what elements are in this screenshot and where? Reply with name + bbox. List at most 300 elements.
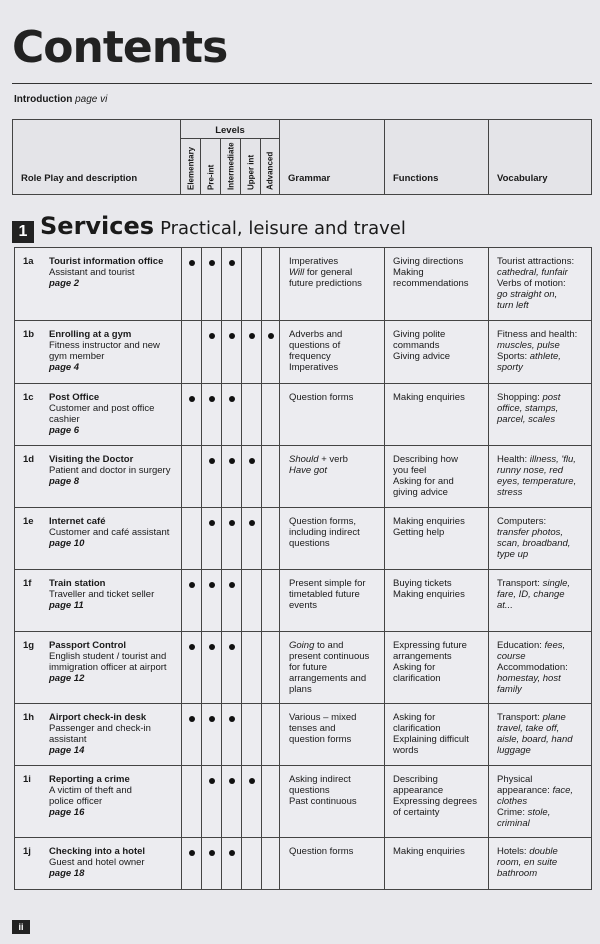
grammar-text: timetabled future <box>289 589 360 600</box>
level-cell <box>202 632 222 703</box>
functions-line <box>393 796 482 807</box>
vocabulary-text: go straight on, <box>497 289 558 300</box>
functions-text: commands <box>393 340 440 351</box>
role-code: 1j <box>23 846 31 857</box>
functions-line <box>393 392 482 403</box>
role-heading <box>23 454 175 465</box>
role-heading <box>23 516 175 527</box>
intro-page: page vi <box>75 94 108 105</box>
level-cell <box>262 446 280 507</box>
vocabulary-line <box>497 465 585 476</box>
role-heading <box>23 392 175 403</box>
functions-line <box>393 351 482 362</box>
role-description: cashier <box>49 414 80 425</box>
role-heading <box>23 774 175 785</box>
level-cell <box>182 321 202 383</box>
vocabulary-text: fare, ID, change <box>497 589 565 600</box>
level-cell <box>182 838 202 889</box>
functions-cell <box>385 838 489 889</box>
level-cell <box>222 321 242 383</box>
vocabulary-text: eyes, temperature, <box>497 476 577 487</box>
header-grammar: Grammar <box>280 120 385 194</box>
level-upper-int: Upper int <box>241 138 261 194</box>
level-elementary: Elementary <box>181 138 201 194</box>
level-cell <box>182 766 202 837</box>
vocabulary-text: Transport: <box>497 712 543 723</box>
level-cell <box>242 248 262 320</box>
role-page: page 8 <box>49 476 80 487</box>
section-name: Services <box>40 212 155 240</box>
vocabulary-text: appearance: <box>497 785 553 796</box>
role-heading <box>23 329 175 340</box>
role-cell <box>15 321 182 383</box>
grammar-line <box>289 256 378 267</box>
vocabulary-text: Accommodation: <box>497 662 568 673</box>
header-functions: Functions <box>385 120 489 194</box>
vocabulary-line <box>497 414 585 425</box>
vocabulary-cell <box>489 248 591 320</box>
vocabulary-line <box>497 651 585 662</box>
table-row <box>15 445 591 507</box>
functions-line <box>393 640 482 651</box>
grammar-line <box>289 392 378 403</box>
vocabulary-line <box>497 818 585 829</box>
role-code: 1c <box>23 392 34 403</box>
role-description: Assistant and tourist <box>49 267 135 278</box>
grammar-text: Have got <box>289 465 328 476</box>
level-cell <box>202 766 222 837</box>
level-dot <box>229 644 235 650</box>
role-heading <box>23 256 175 267</box>
level-dot <box>229 260 235 266</box>
grammar-text: Various – mixed <box>289 712 357 723</box>
grammar-cell <box>281 632 385 703</box>
vocabulary-line <box>497 846 585 857</box>
grammar-line <box>289 538 378 549</box>
grammar-line <box>289 662 378 673</box>
vocabulary-text-rest: post <box>542 392 561 403</box>
functions-line <box>393 723 482 734</box>
vocabulary-text: Hotels: <box>497 846 530 857</box>
functions-line <box>393 846 482 857</box>
level-dot <box>189 396 195 402</box>
functions-text: Giving advice <box>393 351 451 362</box>
vocabulary-text: office, stamps, <box>497 403 559 414</box>
level-cell <box>262 766 280 837</box>
grammar-text: questions <box>289 785 330 796</box>
level-cell <box>222 704 242 765</box>
vocabulary-line <box>497 538 585 549</box>
role-title: Checking into a hotel <box>49 846 146 857</box>
vocabulary-text: bathroom <box>497 868 538 879</box>
grammar-cell <box>281 321 385 383</box>
vocabulary-line <box>497 527 585 538</box>
functions-text: Making enquiries <box>393 589 465 600</box>
level-cell <box>182 384 202 445</box>
functions-text: recommendations <box>393 278 469 289</box>
vocabulary-line <box>497 392 585 403</box>
role-heading <box>23 846 175 857</box>
contents-header <box>12 119 592 195</box>
functions-line <box>393 774 482 785</box>
vocabulary-line <box>497 723 585 734</box>
vocabulary-line <box>497 289 585 300</box>
level-cell <box>182 632 202 703</box>
role-page: page 12 <box>49 673 85 684</box>
grammar-line <box>289 589 378 600</box>
level-dot <box>229 716 235 722</box>
grammar-line <box>289 454 378 465</box>
functions-text: clarification <box>393 673 441 684</box>
intro-label: Introduction <box>14 94 73 105</box>
level-cell <box>262 838 280 889</box>
vocabulary-text-rest: face, <box>552 785 574 796</box>
vocabulary-text: travel, take off, <box>497 723 560 734</box>
role-page: page 16 <box>49 807 85 818</box>
functions-text: of certainty <box>393 807 440 818</box>
functions-line <box>393 589 482 600</box>
vocabulary-text-rest: fees, <box>544 640 566 651</box>
vocabulary-line <box>497 662 585 673</box>
level-dot <box>209 520 215 526</box>
role-code: 1a <box>23 256 34 267</box>
vocabulary-cell <box>489 766 591 837</box>
role-description: Traveller and ticket seller <box>49 589 155 600</box>
vocabulary-line <box>497 351 585 362</box>
vocabulary-line <box>497 745 585 756</box>
functions-cell <box>385 248 489 320</box>
vocabulary-text: turn left <box>497 300 529 311</box>
vocabulary-line <box>497 868 585 879</box>
level-cell <box>202 248 222 320</box>
vocabulary-line <box>497 362 585 373</box>
vocabulary-line <box>497 549 585 560</box>
grammar-line <box>289 785 378 796</box>
functions-line <box>393 454 482 465</box>
vocabulary-text-rest: single, <box>542 578 571 589</box>
level-cell <box>182 704 202 765</box>
vocabulary-text-rest: stole, <box>527 807 551 818</box>
functions-line <box>393 267 482 278</box>
functions-text: Explaining difficult <box>393 734 469 745</box>
vocabulary-text: at... <box>497 600 513 611</box>
vocabulary-line <box>497 454 585 465</box>
functions-text: words <box>393 745 419 756</box>
header-levels <box>181 120 280 194</box>
level-cell <box>202 321 222 383</box>
grammar-line <box>289 516 378 527</box>
vocabulary-cell <box>489 570 591 631</box>
grammar-line <box>289 684 378 695</box>
section-number: 1 <box>12 221 34 243</box>
grammar-text: question forms <box>289 734 352 745</box>
role-page: page 6 <box>49 425 80 436</box>
functions-line <box>393 516 482 527</box>
grammar-text: present continuous <box>289 651 370 662</box>
vocabulary-line <box>497 403 585 414</box>
role-cell <box>15 838 182 889</box>
role-page: page 18 <box>49 868 85 879</box>
grammar-cell <box>281 570 385 631</box>
page-title: Contents <box>12 22 228 73</box>
functions-line <box>393 807 482 818</box>
vocabulary-line <box>497 516 585 527</box>
level-cell <box>202 704 222 765</box>
level-dot <box>209 458 215 464</box>
functions-text: Describing <box>393 774 438 785</box>
grammar-line <box>289 527 378 538</box>
table-row <box>15 507 591 569</box>
grammar-text: plans <box>289 684 312 695</box>
vocabulary-line <box>497 300 585 311</box>
level-cell <box>242 321 262 383</box>
level-cell <box>202 838 222 889</box>
grammar-text: Question forms, <box>289 516 357 527</box>
role-page: page 4 <box>49 362 80 373</box>
level-dot <box>209 333 215 339</box>
vocabulary-text: family <box>497 684 522 695</box>
functions-text: giving advice <box>393 487 448 498</box>
functions-line <box>393 745 482 756</box>
grammar-line <box>289 340 378 351</box>
vocabulary-text: runny nose, red <box>497 465 564 476</box>
grammar-text: Will <box>289 267 305 278</box>
level-dot <box>209 716 215 722</box>
level-dot <box>189 260 195 266</box>
grammar-text: Adverbs and <box>289 329 343 340</box>
level-pre-int: Pre-int <box>201 138 221 194</box>
grammar-line <box>289 465 378 476</box>
level-dot <box>249 520 255 526</box>
vocabulary-line <box>497 256 585 267</box>
role-description: Passenger and check-in <box>49 723 151 734</box>
functions-cell <box>385 321 489 383</box>
title-rule <box>12 83 592 84</box>
role-description: assistant <box>49 734 87 745</box>
grammar-text: Imperatives <box>289 256 339 267</box>
vocabulary-text: Sports: <box>497 351 530 362</box>
level-cell <box>222 508 242 569</box>
functions-line <box>393 487 482 498</box>
level-cell <box>242 704 262 765</box>
grammar-text: Question forms <box>289 392 354 403</box>
level-cell <box>202 446 222 507</box>
functions-text: Making <box>393 267 424 278</box>
vocabulary-text: Shopping: <box>497 392 543 403</box>
functions-text: Giving polite <box>393 329 446 340</box>
functions-line <box>393 673 482 684</box>
level-cell <box>222 632 242 703</box>
vocabulary-text: criminal <box>497 818 530 829</box>
level-cell <box>262 632 280 703</box>
table-row <box>15 837 591 889</box>
functions-text: Asking for and <box>393 476 454 487</box>
level-dot <box>189 644 195 650</box>
functions-cell <box>385 508 489 569</box>
role-description: Customer and café assistant <box>49 527 170 538</box>
grammar-line <box>289 673 378 684</box>
level-intermediate: Intermediate <box>221 138 241 194</box>
vocabulary-text: parcel, scales <box>497 414 556 425</box>
functions-line <box>393 278 482 289</box>
level-cell <box>222 838 242 889</box>
vocabulary-text: Fitness and health: <box>497 329 578 340</box>
header-vocabulary: Vocabulary <box>497 173 548 184</box>
vocabulary-text: Crime: <box>497 807 528 818</box>
vocabulary-text: room, en suite <box>497 857 558 868</box>
grammar-cell <box>281 508 385 569</box>
level-dot <box>249 778 255 784</box>
functions-line <box>393 712 482 723</box>
grammar-text: Imperatives <box>289 362 339 373</box>
functions-text: appearance <box>393 785 444 796</box>
level-cell <box>222 570 242 631</box>
role-page: page 10 <box>49 538 85 549</box>
vocabulary-text: Computers: <box>497 516 547 527</box>
functions-text: Expressing future <box>393 640 467 651</box>
section-heading <box>12 212 406 241</box>
level-cell <box>242 384 262 445</box>
grammar-text: arrangements and <box>289 673 367 684</box>
level-dot <box>229 850 235 856</box>
level-cell <box>262 321 280 383</box>
vocabulary-text: scan, broadband, <box>497 538 571 549</box>
level-cell <box>202 384 222 445</box>
level-cell <box>202 570 222 631</box>
role-cell <box>15 446 182 507</box>
vocabulary-text: muscles, pulse <box>497 340 560 351</box>
introduction-line <box>14 94 107 105</box>
functions-cell <box>385 704 489 765</box>
role-code: 1i <box>23 774 31 785</box>
functions-text: Making enquiries <box>393 846 465 857</box>
grammar-text-rest: for general <box>304 267 353 278</box>
vocabulary-cell <box>489 321 591 383</box>
functions-text: Making enquiries <box>393 516 465 527</box>
vocabulary-text-rest: double <box>529 846 558 857</box>
role-code: 1f <box>23 578 32 589</box>
level-cell <box>182 248 202 320</box>
vocabulary-line <box>497 487 585 498</box>
vocabulary-cell <box>489 704 591 765</box>
functions-cell <box>385 384 489 445</box>
level-cell <box>222 766 242 837</box>
vocabulary-text: aisle, board, hand <box>497 734 573 745</box>
role-title: Passport Control <box>49 640 127 651</box>
role-title: Internet café <box>49 516 106 527</box>
grammar-line <box>289 267 378 278</box>
functions-cell <box>385 632 489 703</box>
grammar-text-rest: + verb <box>318 454 348 465</box>
vocabulary-text: type up <box>497 549 529 560</box>
vocabulary-line <box>497 807 585 818</box>
functions-line <box>393 476 482 487</box>
vocabulary-line <box>497 712 585 723</box>
role-description: Patient and doctor in surgery <box>49 465 171 476</box>
grammar-line <box>289 712 378 723</box>
level-dot <box>249 458 255 464</box>
table-row <box>15 248 591 320</box>
header-role: Role Play and description <box>13 120 181 194</box>
vocabulary-line <box>497 340 585 351</box>
level-cell <box>182 446 202 507</box>
section-subtitle: Practical, leisure and travel <box>160 218 406 239</box>
vocabulary-line <box>497 796 585 807</box>
vocabulary-text-rest: athlete, <box>529 351 561 362</box>
role-description: Guest and hotel owner <box>49 857 145 868</box>
role-cell <box>15 508 182 569</box>
vocabulary-cell <box>489 446 591 507</box>
grammar-cell <box>281 384 385 445</box>
level-cell <box>242 446 262 507</box>
role-description: gym member <box>49 351 105 362</box>
level-cell <box>242 838 262 889</box>
table-row <box>15 569 591 631</box>
level-cell <box>262 384 280 445</box>
role-description: A victim of theft and <box>49 785 132 796</box>
grammar-line <box>289 734 378 745</box>
levels-title: Levels <box>215 125 245 136</box>
grammar-line <box>289 846 378 857</box>
level-cell <box>262 570 280 631</box>
vocabulary-text: Education: <box>497 640 545 651</box>
functions-line <box>393 465 482 476</box>
functions-line <box>393 527 482 538</box>
functions-line <box>393 651 482 662</box>
functions-text: Getting help <box>393 527 445 538</box>
vocabulary-text: course <box>497 651 526 662</box>
level-dot <box>229 582 235 588</box>
grammar-cell <box>281 838 385 889</box>
functions-text: Expressing degrees <box>393 796 477 807</box>
functions-line <box>393 662 482 673</box>
functions-text: you feel <box>393 465 427 476</box>
functions-line <box>393 785 482 796</box>
vocabulary-line <box>497 774 585 785</box>
role-description: police officer <box>49 796 103 807</box>
grammar-text: Present simple for <box>289 578 366 589</box>
grammar-text: frequency <box>289 351 331 362</box>
grammar-line <box>289 578 378 589</box>
vocabulary-line <box>497 673 585 684</box>
level-dot <box>229 458 235 464</box>
functions-cell <box>385 446 489 507</box>
vocabulary-text: Tourist attractions: <box>497 256 575 267</box>
grammar-cell <box>281 446 385 507</box>
grammar-text: future predictions <box>289 278 362 289</box>
vocabulary-text: homestay, host <box>497 673 561 684</box>
functions-text: Making enquiries <box>393 392 465 403</box>
vocabulary-line <box>497 684 585 695</box>
level-dot <box>189 850 195 856</box>
level-dot <box>229 778 235 784</box>
vocabulary-text: clothes <box>497 796 528 807</box>
vocabulary-line <box>497 278 585 289</box>
level-advanced: Advanced <box>265 151 275 190</box>
level-cell <box>262 704 280 765</box>
level-dot <box>209 778 215 784</box>
grammar-text-rest: to and <box>314 640 344 651</box>
functions-text: Asking for <box>393 662 436 673</box>
functions-text: Describing how <box>393 454 458 465</box>
vocabulary-line <box>497 267 585 278</box>
functions-text: Buying tickets <box>393 578 452 589</box>
vocabulary-cell <box>489 632 591 703</box>
vocabulary-text: Transport: <box>497 578 543 589</box>
role-cell <box>15 248 182 320</box>
grammar-text: Question forms <box>289 846 354 857</box>
functions-text: arrangements <box>393 651 452 662</box>
